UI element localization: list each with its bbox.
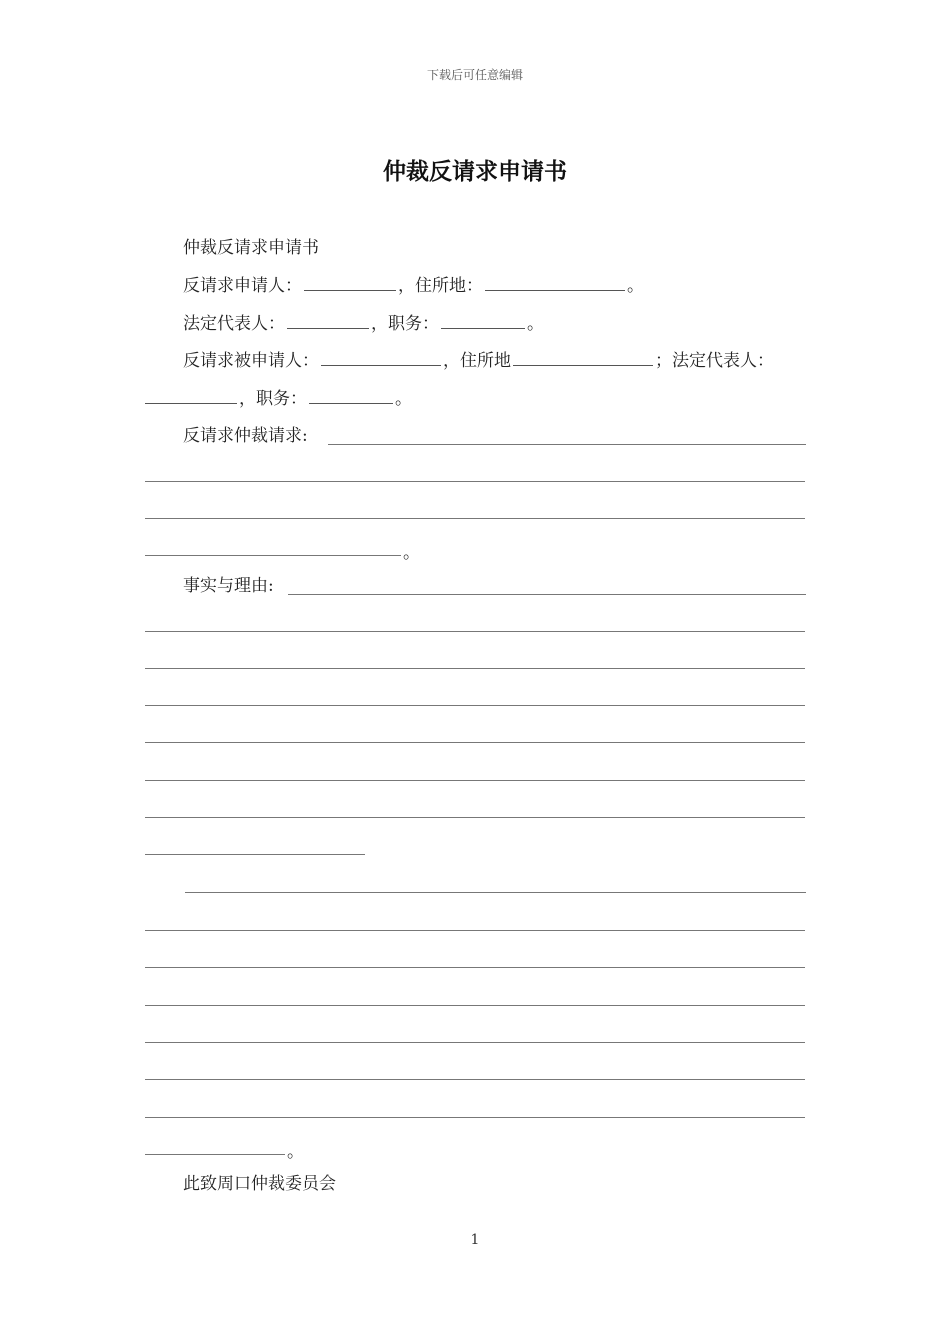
header-note: 下载后可任意编辑 bbox=[426, 68, 523, 82]
page-number: 1 bbox=[470, 1232, 480, 1248]
claims-rule-last[interactable] bbox=[145, 555, 401, 556]
respondent-line bbox=[145, 349, 805, 386]
extra-period: 。 bbox=[287, 1142, 304, 1162]
extra-rule[interactable] bbox=[145, 1005, 805, 1006]
applicant-line bbox=[145, 274, 805, 311]
facts-blank-first[interactable] bbox=[288, 594, 806, 595]
extra-rule-last[interactable] bbox=[145, 1154, 285, 1155]
facts-rule[interactable] bbox=[145, 631, 805, 632]
closing-text: 此致周口仲裁委员会 bbox=[183, 1174, 336, 1194]
facts-rule[interactable] bbox=[145, 817, 805, 818]
extra-rule[interactable] bbox=[145, 1042, 805, 1043]
applicant-label: 反请求申请人： bbox=[183, 276, 302, 296]
claims-period-line bbox=[403, 541, 433, 578]
extra-rule[interactable] bbox=[145, 930, 805, 931]
facts-rule[interactable] bbox=[145, 742, 805, 743]
extra-rule[interactable] bbox=[145, 1079, 805, 1080]
claims-line bbox=[145, 424, 805, 461]
respondent-position-blank[interactable] bbox=[309, 387, 393, 404]
respondent-residence-label: ，住所地 bbox=[443, 351, 511, 371]
residence-label: ，住所地： bbox=[398, 276, 483, 296]
facts-line bbox=[145, 574, 805, 611]
extra-rule[interactable] bbox=[145, 1117, 805, 1118]
respondent-residence-blank[interactable] bbox=[513, 349, 653, 366]
legal-rep-blank[interactable] bbox=[287, 312, 369, 329]
legal-rep-period: 。 bbox=[527, 314, 544, 334]
legal-rep-label: 法定代表人： bbox=[183, 314, 285, 334]
facts-rule[interactable] bbox=[145, 780, 805, 781]
section-heading bbox=[145, 236, 805, 273]
closing-line bbox=[145, 1172, 805, 1209]
section-heading-text: 仲裁反请求申请书 bbox=[183, 238, 319, 258]
applicant-period: 。 bbox=[627, 276, 644, 296]
facts-rule-last[interactable] bbox=[145, 854, 365, 855]
applicant-name-blank[interactable] bbox=[304, 274, 396, 291]
position-blank[interactable] bbox=[441, 312, 525, 329]
respondent-rep-label: ；法定代表人： bbox=[655, 351, 774, 371]
facts-rule[interactable] bbox=[145, 668, 805, 669]
respondent-label: 反请求被申请人： bbox=[183, 351, 319, 371]
claims-period: 。 bbox=[403, 543, 420, 563]
claims-rule[interactable] bbox=[145, 518, 805, 519]
claims-blank-first[interactable] bbox=[328, 444, 806, 445]
extra-rule-first[interactable] bbox=[185, 892, 806, 893]
claims-rule[interactable] bbox=[145, 481, 805, 482]
claims-label: 反请求仲裁请求: bbox=[183, 426, 308, 446]
respondent-name-blank[interactable] bbox=[321, 349, 441, 366]
respondent-rep-line bbox=[145, 387, 805, 424]
respondent-period: 。 bbox=[395, 389, 412, 409]
legal-rep-line bbox=[145, 312, 805, 349]
page-title: 仲裁反请求申请书 bbox=[383, 159, 567, 185]
facts-label: 事实与理由: bbox=[183, 576, 274, 596]
respondent-rep-blank[interactable] bbox=[145, 387, 237, 404]
applicant-residence-blank[interactable] bbox=[485, 274, 625, 291]
respondent-position-label: ，职务： bbox=[239, 389, 307, 409]
facts-rule[interactable] bbox=[145, 705, 805, 706]
position-label: ，职务： bbox=[371, 314, 439, 334]
extra-rule[interactable] bbox=[145, 967, 805, 968]
